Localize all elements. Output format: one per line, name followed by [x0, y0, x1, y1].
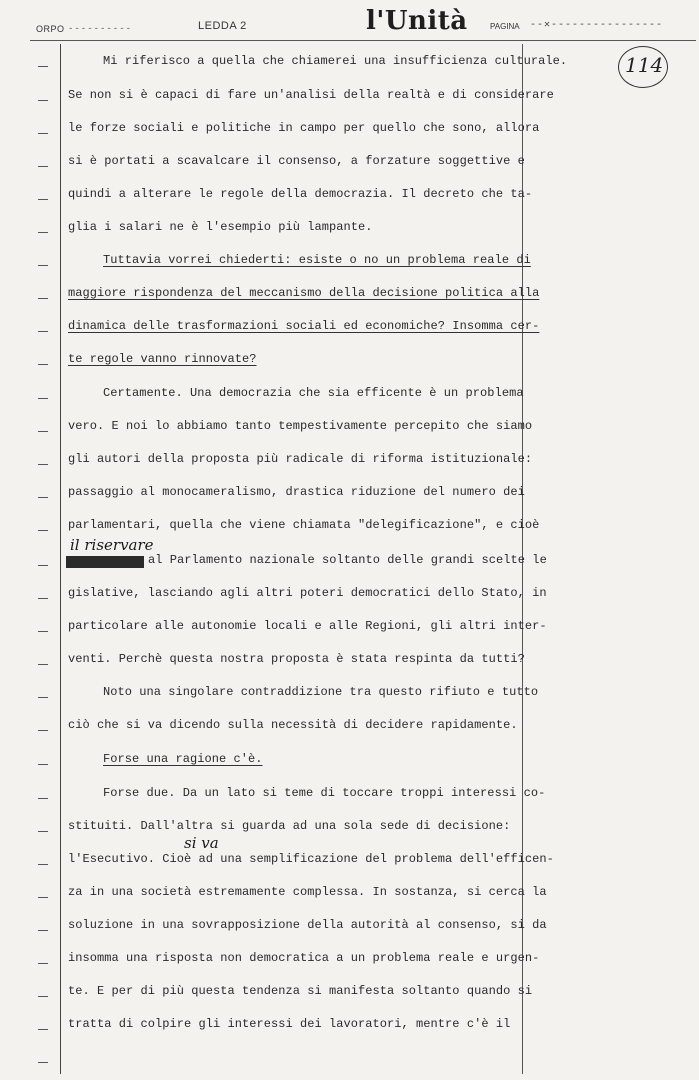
text-line-underlined: Forse una ragione c'è.: [103, 752, 263, 766]
corpo-label: ORPO: [36, 24, 65, 34]
text-line: l'Esecutivo. Cioè ad una semplificazione del problema dell'efficen-: [68, 852, 554, 866]
margin-tick: [38, 199, 48, 200]
text-line: gli autori della proposta più radicale di riforma istituzionale:: [68, 452, 533, 466]
pagina-field: --✕----------------: [530, 20, 664, 31]
text-line: Mi riferisco a quella che chiamerei una insufficienza culturale.: [103, 54, 568, 68]
handwritten-insert: il riservare: [70, 536, 154, 554]
text-line: si è portati a scavalcare il consenso, a forzature soggettive e: [68, 154, 525, 168]
handwritten-insert: si va: [184, 834, 219, 852]
margin-tick: [38, 798, 48, 799]
text-line-underlined: te regole vanno rinnovate?: [68, 352, 257, 366]
margin-tick: [38, 331, 48, 332]
margin-tick: [38, 764, 48, 765]
pagina-label: PAGINA: [490, 22, 520, 31]
margin-tick: [38, 631, 48, 632]
text-line: stituiti. Dall'altra si guarda ad una sola sede di decisione:: [68, 819, 511, 833]
text-line-underlined: dinamica delle trasformazioni sociali ed economiche? Insomma cer-: [68, 319, 540, 333]
margin-tick: [38, 100, 48, 101]
text-line: glia i salari ne è l'esempio più lampante.: [68, 220, 373, 234]
stamp-number: 114: [625, 53, 664, 77]
text-line-underlined: Tuttavia vorrei chiederti: esiste o no un problema reale di: [103, 253, 531, 267]
text-line: za in una società estremamente complessa. In sostanza, si cerca la: [68, 885, 547, 899]
margin-tick: [38, 232, 48, 233]
margin-tick: [38, 298, 48, 299]
margin-tick: [38, 66, 48, 67]
margin-tick: [38, 530, 48, 531]
text-line: parlamentari, quella che viene chiamata "delegificazione", e cioè: [68, 518, 540, 532]
margin-tick: [38, 497, 48, 498]
text-line: tratta di colpire gli interessi dei lavoratori, mentre c'è il: [68, 1017, 511, 1031]
margin-tick: [38, 930, 48, 931]
corpo-field: ----------: [68, 24, 133, 34]
margin-tick: [38, 598, 48, 599]
margin-tick: [38, 431, 48, 432]
text-line: te. E per di più questa tendenza si manifesta soltanto quando si: [68, 984, 533, 998]
redacted-word: [66, 556, 144, 568]
margin-tick: [38, 897, 48, 898]
margin-tick: [38, 1029, 48, 1030]
text-line: gislative, lasciando agli altri poteri democratici dello Stato, in: [68, 586, 547, 600]
text-line: vero. E noi lo abbiamo tanto tempestivamente percepito che siamo: [68, 419, 533, 433]
margin-tick: [38, 265, 48, 266]
text-line-underlined: maggiore rispondenza del meccanismo della decisione politica alla: [68, 286, 540, 300]
author-label: LEDDA 2: [198, 20, 247, 32]
header-rule: [30, 40, 696, 41]
margin-tick: [38, 864, 48, 865]
margin-tick: [38, 697, 48, 698]
text-line: particolare alle autonomie locali e alle Regioni, gli altri inter-: [68, 619, 547, 633]
text-line: al Parlamento nazionale soltanto delle grandi scelte le: [148, 553, 547, 567]
margin-tick: [38, 565, 48, 566]
margin-tick: [38, 398, 48, 399]
text-line: soluzione in una sovrapposizione della autorità al consenso, si da: [68, 918, 547, 932]
margin-tick: [38, 464, 48, 465]
text-line: ciò che si va dicendo sulla necessità di decidere rapidamente.: [68, 718, 518, 732]
text-line: Certamente. Una democrazia che sia efficente è un problema: [103, 386, 524, 400]
margin-tick: [38, 166, 48, 167]
newspaper-logo: l'Unità: [366, 6, 468, 36]
margin-tick: [38, 963, 48, 964]
margin-tick: [38, 364, 48, 365]
margin-tick: [38, 1062, 48, 1063]
text-line: quindi a alterare le regole della democrazia. Il decreto che ta-: [68, 187, 533, 201]
letterhead: [0, 0, 699, 42]
text-line: passaggio al monocameralismo, drastica riduzione del numero dei: [68, 485, 525, 499]
margin-tick: [38, 664, 48, 665]
margin-tick: [38, 730, 48, 731]
text-line: Se non si è capaci di fare un'analisi della realtà e di considerare: [68, 88, 554, 102]
text-line: Forse due. Da un lato si teme di toccare troppi interessi co-: [103, 786, 546, 800]
margin-tick: [38, 996, 48, 997]
text-line: insomma una risposta non democratica a un problema reale e urgen-: [68, 951, 540, 965]
text-line: le forze sociali e politiche in campo per quello che sono, allora: [68, 121, 540, 135]
text-line: Noto una singolare contraddizione tra questo rifiuto e tutto: [103, 685, 539, 699]
margin-tick: [38, 133, 48, 134]
page-number-stamp: [618, 46, 668, 88]
left-margin-rule: [60, 44, 61, 1074]
margin-tick: [38, 831, 48, 832]
text-line: venti. Perchè questa nostra proposta è stata respinta da tutti?: [68, 652, 525, 666]
